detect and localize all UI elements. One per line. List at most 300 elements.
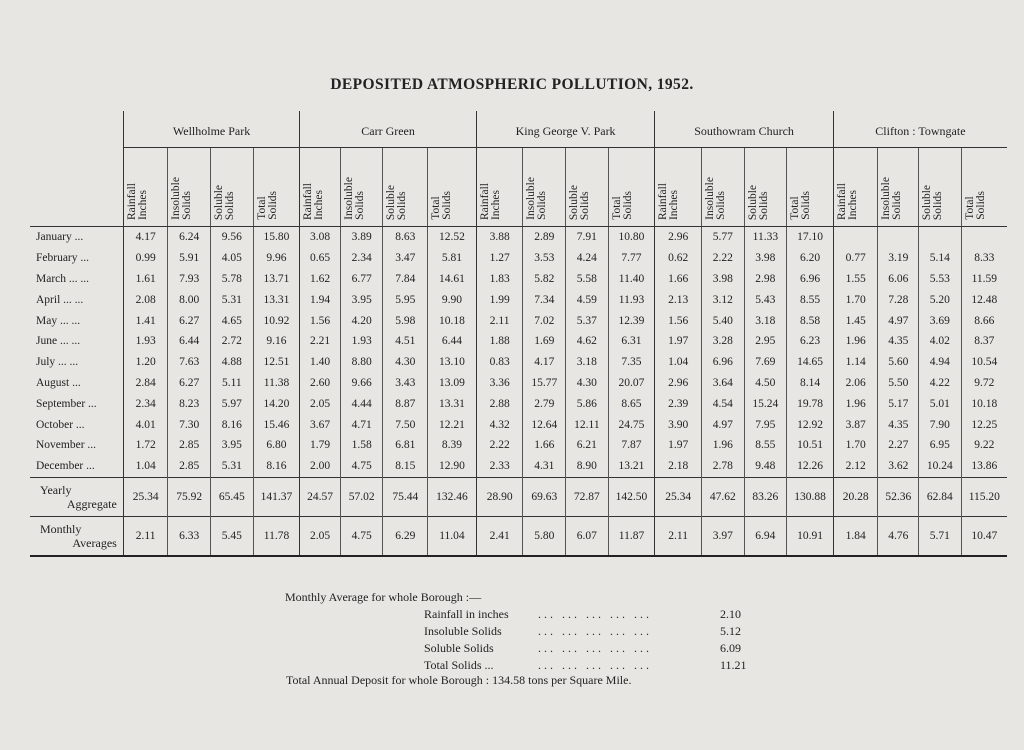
data-cell: 2.89: [523, 227, 566, 248]
data-cell: 13.09: [428, 373, 477, 394]
data-cell: 2.12: [833, 456, 878, 477]
data-cell: 5.97: [211, 393, 254, 414]
pollution-table: [30, 111, 1007, 557]
averages-cell: 11.04: [428, 516, 477, 556]
data-cell: 5.31: [211, 289, 254, 310]
data-cell: 2.11: [476, 310, 523, 331]
data-cell: 5.01: [919, 393, 962, 414]
data-cell: 1.58: [340, 435, 383, 456]
aggregate-cell: 52.36: [878, 477, 919, 516]
month-label: December ...: [36, 460, 95, 473]
data-cell: 6.06: [878, 269, 919, 290]
data-cell: 8.39: [428, 435, 477, 456]
aggregate-cell: 28.90: [476, 477, 523, 516]
data-cell: 2.95: [744, 331, 787, 352]
data-cell: 4.35: [878, 414, 919, 435]
column-header-row: [30, 148, 1007, 227]
data-cell: 8.55: [744, 435, 787, 456]
data-cell: 12.39: [608, 310, 655, 331]
data-cell: 1.55: [833, 269, 878, 290]
data-cell: 20.07: [608, 373, 655, 394]
data-cell: 3.90: [655, 414, 702, 435]
data-cell: 2.13: [655, 289, 702, 310]
data-cell: 8.63: [383, 227, 428, 248]
data-cell: 2.18: [655, 456, 702, 477]
data-cell: 2.85: [168, 456, 211, 477]
data-cell: 2.96: [655, 227, 702, 248]
data-cell: 1.14: [833, 352, 878, 373]
averages-cell: 3.97: [701, 516, 744, 556]
aggregate-row: [30, 477, 1007, 516]
averages-cell: 4.76: [878, 516, 919, 556]
data-cell: 8.16: [211, 414, 254, 435]
data-cell: 8.16: [253, 456, 300, 477]
data-cell: 2.05: [300, 393, 341, 414]
data-cell: 1.88: [476, 331, 523, 352]
data-cell: 10.18: [428, 310, 477, 331]
data-cell: 4.30: [566, 373, 609, 394]
station-header: [476, 111, 655, 148]
data-cell: 12.21: [428, 414, 477, 435]
data-cell: 13.31: [428, 393, 477, 414]
month-label: October ...: [36, 418, 85, 431]
data-cell: 2.34: [123, 393, 168, 414]
data-cell: 6.96: [787, 269, 834, 290]
averages-cell: 6.29: [383, 516, 428, 556]
data-cell: 8.23: [168, 393, 211, 414]
summary-item-dots: ... ... ... ... ...: [538, 624, 652, 638]
summary-item-dots: ... ... ... ... ...: [538, 641, 652, 655]
station-header: [300, 111, 476, 148]
data-cell: 5.31: [211, 456, 254, 477]
data-cell: 7.63: [168, 352, 211, 373]
table-row: [30, 352, 1007, 373]
column-label: Total Solids: [430, 191, 454, 220]
data-cell: 4.05: [211, 248, 254, 269]
column-header: [300, 148, 341, 227]
aggregate-label-line1: Yearly: [40, 482, 72, 497]
aggregate-cell: 115.20: [961, 477, 1007, 516]
averages-cell: 4.75: [340, 516, 383, 556]
data-cell: 1.04: [655, 352, 702, 373]
averages-cell: 6.07: [566, 516, 609, 556]
data-cell: 6.96: [701, 352, 744, 373]
data-cell: 12.92: [787, 414, 834, 435]
table-row: [30, 289, 1007, 310]
station-name: Southowram Church: [694, 123, 794, 138]
data-cell: 4.35: [878, 331, 919, 352]
aggregate-cell: 72.87: [566, 477, 609, 516]
data-cell: 8.00: [168, 289, 211, 310]
station-name: Carr Green: [361, 123, 415, 138]
data-cell: 8.65: [608, 393, 655, 414]
data-cell: 4.54: [701, 393, 744, 414]
data-cell: 1.45: [833, 310, 878, 331]
data-cell: 3.67: [300, 414, 341, 435]
data-cell: 8.90: [566, 456, 609, 477]
data-cell: 2.98: [744, 269, 787, 290]
summary-item-value: 11.21: [720, 658, 747, 672]
data-cell: 2.79: [523, 393, 566, 414]
data-cell: 14.20: [253, 393, 300, 414]
data-cell: 4.44: [340, 393, 383, 414]
data-cell: 8.87: [383, 393, 428, 414]
table-row: [30, 227, 1007, 248]
data-cell: 8.55: [787, 289, 834, 310]
data-cell: 14.61: [428, 269, 477, 290]
aggregate-cell: 75.44: [383, 477, 428, 516]
data-cell: 3.53: [523, 248, 566, 269]
data-cell: 1.93: [340, 331, 383, 352]
column-label: Rainfall Inches: [835, 182, 859, 220]
column-header: [655, 148, 702, 227]
data-cell: 4.01: [123, 414, 168, 435]
data-cell: 3.36: [476, 373, 523, 394]
data-cell: 3.88: [476, 227, 523, 248]
data-cell: 7.30: [168, 414, 211, 435]
data-cell: 1.94: [300, 289, 341, 310]
data-cell: 2.34: [340, 248, 383, 269]
month-label: June ... ...: [36, 335, 81, 348]
data-cell: 2.06: [833, 373, 878, 394]
data-cell: 15.77: [523, 373, 566, 394]
data-cell: 6.44: [428, 331, 477, 352]
month-label: April ... ...: [36, 293, 84, 306]
table-row: [30, 393, 1007, 414]
station-header: [833, 111, 1007, 148]
corner-cell: [30, 111, 123, 227]
data-cell: 14.65: [787, 352, 834, 373]
table-row: [30, 414, 1007, 435]
data-cell: 6.77: [340, 269, 383, 290]
data-cell: 7.90: [919, 414, 962, 435]
data-cell: 13.31: [253, 289, 300, 310]
data-cell: 19.78: [787, 393, 834, 414]
data-cell: 3.87: [833, 414, 878, 435]
data-cell: 6.27: [168, 373, 211, 394]
aggregate-cell: 25.34: [655, 477, 702, 516]
data-cell: 1.83: [476, 269, 523, 290]
column-label: Rainfall Inches: [478, 182, 502, 220]
column-header: [566, 148, 609, 227]
averages-cell: 1.84: [833, 516, 878, 556]
column-label: Total Solids: [610, 191, 634, 220]
station-name: Clifton : Towngate: [875, 123, 966, 138]
data-cell: 3.47: [383, 248, 428, 269]
data-cell: 6.20: [787, 248, 834, 269]
data-cell: 10.18: [961, 393, 1007, 414]
data-cell: 4.24: [566, 248, 609, 269]
column-header: [961, 148, 1007, 227]
column-label: Soluble Solids: [213, 184, 237, 220]
data-cell: 5.53: [919, 269, 962, 290]
data-cell: 7.95: [744, 414, 787, 435]
data-cell: 11.59: [961, 269, 1007, 290]
summary-heading: Monthly Average for whole Borough :—: [285, 590, 482, 604]
column-header: [878, 148, 919, 227]
column-label: Total Solids: [963, 191, 987, 220]
data-cell: 2.22: [476, 435, 523, 456]
data-cell: 2.22: [701, 248, 744, 269]
data-cell: 8.66: [961, 310, 1007, 331]
data-cell: 4.71: [340, 414, 383, 435]
data-cell: 5.82: [523, 269, 566, 290]
month-label: May ... ...: [36, 314, 81, 327]
data-cell: 5.77: [701, 227, 744, 248]
data-cell: 2.60: [300, 373, 341, 394]
data-cell: 13.21: [608, 456, 655, 477]
month-label: September ...: [36, 397, 97, 410]
column-label: Insoluble Solids: [880, 177, 904, 220]
data-cell: 4.20: [340, 310, 383, 331]
aggregate-cell: 25.34: [123, 477, 168, 516]
data-cell: 12.90: [428, 456, 477, 477]
aggregate-cell: 65.45: [211, 477, 254, 516]
data-cell: 2.27: [878, 435, 919, 456]
averages-label-line2: Averages: [72, 535, 117, 550]
summary-item-dots: ... ... ... ... ...: [538, 607, 652, 621]
data-cell: 12.51: [253, 352, 300, 373]
data-cell: 6.80: [253, 435, 300, 456]
data-cell: 3.18: [566, 352, 609, 373]
data-cell: 5.17: [878, 393, 919, 414]
data-cell: 9.72: [961, 373, 1007, 394]
data-cell: 4.59: [566, 289, 609, 310]
data-cell: 1.99: [476, 289, 523, 310]
aggregate-cell: 69.63: [523, 477, 566, 516]
data-cell: 5.50: [878, 373, 919, 394]
data-cell: 12.11: [566, 414, 609, 435]
aggregate-cell: 57.02: [340, 477, 383, 516]
data-cell: 7.28: [878, 289, 919, 310]
data-cell: 1.61: [123, 269, 168, 290]
data-cell: 8.37: [961, 331, 1007, 352]
summary-item-label: Insoluble Solids: [424, 624, 502, 638]
data-cell: 1.41: [123, 310, 168, 331]
data-cell: 2.21: [300, 331, 341, 352]
summary-item-label: Total Solids ...: [424, 658, 494, 672]
data-cell: 4.97: [878, 310, 919, 331]
data-cell: 2.72: [211, 331, 254, 352]
averages-cell: 2.05: [300, 516, 341, 556]
data-cell: 1.04: [123, 456, 168, 477]
column-header: [383, 148, 428, 227]
data-cell: 7.69: [744, 352, 787, 373]
column-label: Insoluble Solids: [703, 177, 727, 220]
column-header: [919, 148, 962, 227]
station-name: King George V. Park: [515, 123, 616, 138]
data-cell: 3.19: [878, 248, 919, 269]
data-cell: 10.80: [608, 227, 655, 248]
data-cell: 6.95: [919, 435, 962, 456]
data-cell: 5.60: [878, 352, 919, 373]
month-label: January ...: [30, 227, 123, 248]
aggregate-cell: 141.37: [253, 477, 300, 516]
column-label: Soluble Solids: [921, 184, 945, 220]
aggregate-cell: 62.84: [919, 477, 962, 516]
data-cell: 9.22: [961, 435, 1007, 456]
data-cell: 2.39: [655, 393, 702, 414]
data-cell: 5.20: [919, 289, 962, 310]
data-cell: 13.86: [961, 456, 1007, 477]
data-cell: 0.77: [833, 248, 878, 269]
data-cell: 4.88: [211, 352, 254, 373]
summary-item-value: 2.10: [720, 607, 741, 621]
month-label: March ... ...: [36, 272, 90, 285]
summary-total: Total Annual Deposit for whole Borough : 134.58 tons per Square Mile.: [286, 673, 632, 687]
column-label: Insoluble Solids: [525, 177, 549, 220]
data-cell: 7.87: [608, 435, 655, 456]
column-header: [608, 148, 655, 227]
data-cell: 1.70: [833, 289, 878, 310]
column-label: Rainfall Inches: [302, 182, 326, 220]
data-cell: 11.33: [744, 227, 787, 248]
data-cell: 10.54: [961, 352, 1007, 373]
aggregate-cell: 75.92: [168, 477, 211, 516]
column-header: [428, 148, 477, 227]
data-cell: 5.43: [744, 289, 787, 310]
data-cell: 7.35: [608, 352, 655, 373]
data-cell: 3.43: [383, 373, 428, 394]
table-row: [30, 456, 1007, 477]
data-cell: 4.97: [701, 414, 744, 435]
data-cell: 4.75: [340, 456, 383, 477]
data-cell: 8.58: [787, 310, 834, 331]
data-cell: 6.44: [168, 331, 211, 352]
averages-cell: 6.94: [744, 516, 787, 556]
aggregate-cell: 20.28: [833, 477, 878, 516]
data-cell: 3.95: [211, 435, 254, 456]
data-cell: 1.56: [655, 310, 702, 331]
data-cell: 3.28: [701, 331, 744, 352]
month-label: August ...: [36, 376, 81, 389]
data-cell: [919, 227, 962, 248]
data-cell: 5.58: [566, 269, 609, 290]
column-label: Rainfall Inches: [125, 182, 149, 220]
data-cell: 3.12: [701, 289, 744, 310]
column-header: [744, 148, 787, 227]
data-cell: 10.24: [919, 456, 962, 477]
data-cell: 13.71: [253, 269, 300, 290]
data-cell: 13.10: [428, 352, 477, 373]
averages-cell: 6.33: [168, 516, 211, 556]
table-row: [30, 248, 1007, 269]
column-label: Insoluble Solids: [342, 177, 366, 220]
month-label: November ...: [36, 439, 97, 452]
column-header: [211, 148, 254, 227]
data-cell: 7.93: [168, 269, 211, 290]
column-label: Soluble Solids: [568, 184, 592, 220]
data-cell: 3.08: [300, 227, 341, 248]
column-label: Insoluble Solids: [170, 177, 194, 220]
data-cell: 8.15: [383, 456, 428, 477]
data-cell: 3.98: [744, 248, 787, 269]
data-cell: [878, 227, 919, 248]
summary-item-dots: ... ... ... ... ...: [538, 658, 652, 672]
averages-cell: 11.78: [253, 516, 300, 556]
data-cell: 4.94: [919, 352, 962, 373]
station-name: Wellholme Park: [172, 123, 251, 138]
averages-cell: 11.87: [608, 516, 655, 556]
data-cell: 1.96: [833, 393, 878, 414]
data-cell: 1.62: [300, 269, 341, 290]
column-header: [701, 148, 744, 227]
column-label: Soluble Solids: [385, 184, 409, 220]
data-cell: 2.88: [476, 393, 523, 414]
data-cell: 5.14: [919, 248, 962, 269]
summary-item-label: Rainfall in inches: [424, 607, 509, 621]
aggregate-cell: 132.46: [428, 477, 477, 516]
data-cell: 4.17: [123, 227, 168, 248]
data-cell: 2.08: [123, 289, 168, 310]
month-label: February ...: [36, 252, 90, 265]
data-cell: 7.02: [523, 310, 566, 331]
data-cell: 0.65: [300, 248, 341, 269]
data-cell: 9.90: [428, 289, 477, 310]
table-row: [30, 269, 1007, 290]
averages-row: [30, 516, 1007, 556]
data-cell: 3.64: [701, 373, 744, 394]
station-header: [123, 111, 300, 148]
data-cell: 2.85: [168, 435, 211, 456]
data-cell: 15.24: [744, 393, 787, 414]
data-cell: 12.26: [787, 456, 834, 477]
data-cell: 4.62: [566, 331, 609, 352]
column-header: [787, 148, 834, 227]
aggregate-cell: 83.26: [744, 477, 787, 516]
table-row: [30, 373, 1007, 394]
data-cell: 5.37: [566, 310, 609, 331]
data-cell: 3.69: [919, 310, 962, 331]
data-cell: 4.30: [383, 352, 428, 373]
data-cell: 3.89: [340, 227, 383, 248]
data-cell: 15.80: [253, 227, 300, 248]
data-cell: 2.84: [123, 373, 168, 394]
averages-label-line1: Monthly: [40, 521, 82, 536]
data-cell: 3.62: [878, 456, 919, 477]
data-cell: 4.22: [919, 373, 962, 394]
aggregate-cell: 24.57: [300, 477, 341, 516]
data-cell: 10.51: [787, 435, 834, 456]
data-cell: 1.56: [300, 310, 341, 331]
averages-cell: 5.80: [523, 516, 566, 556]
averages-cell: 5.71: [919, 516, 962, 556]
averages-cell: 10.47: [961, 516, 1007, 556]
column-label: Total Solids: [789, 191, 813, 220]
data-cell: 1.97: [655, 331, 702, 352]
data-cell: 7.84: [383, 269, 428, 290]
data-cell: 9.96: [253, 248, 300, 269]
data-cell: 4.51: [383, 331, 428, 352]
data-cell: 0.62: [655, 248, 702, 269]
data-cell: 6.21: [566, 435, 609, 456]
data-cell: 1.69: [523, 331, 566, 352]
data-cell: 11.93: [608, 289, 655, 310]
column-header: [523, 148, 566, 227]
data-cell: 4.31: [523, 456, 566, 477]
data-cell: 6.27: [168, 310, 211, 331]
data-cell: 7.34: [523, 289, 566, 310]
data-cell: 1.66: [655, 269, 702, 290]
data-cell: 1.70: [833, 435, 878, 456]
data-cell: 1.20: [123, 352, 168, 373]
aggregate-cell: 142.50: [608, 477, 655, 516]
data-cell: 8.33: [961, 248, 1007, 269]
data-cell: 5.81: [428, 248, 477, 269]
data-cell: 9.66: [340, 373, 383, 394]
data-cell: 5.91: [168, 248, 211, 269]
data-cell: 4.32: [476, 414, 523, 435]
